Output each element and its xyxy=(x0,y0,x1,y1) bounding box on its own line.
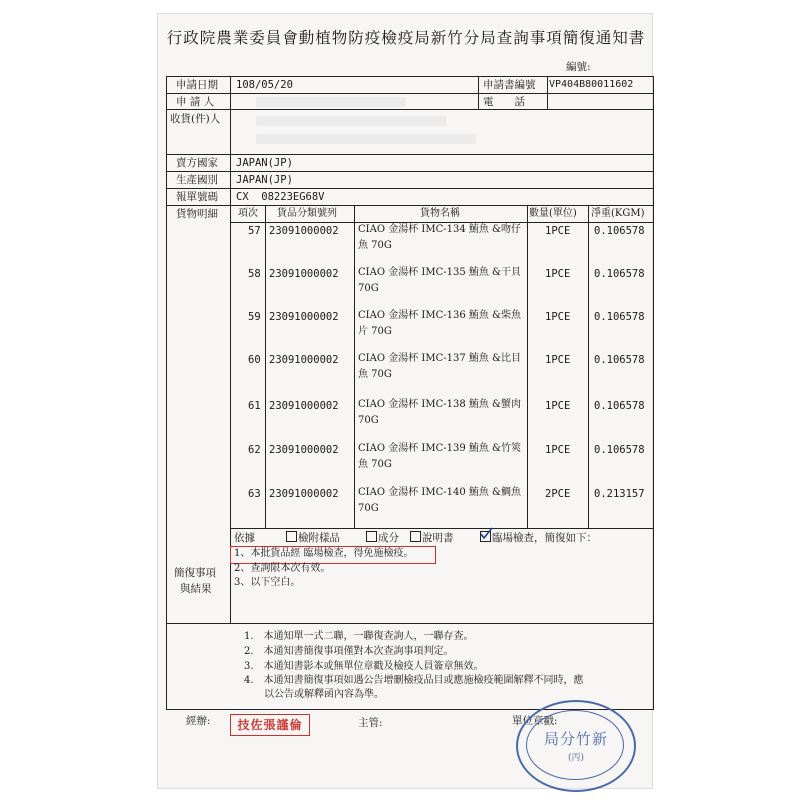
col-header-weight: 淨重(KGM) xyxy=(591,208,645,219)
note-3: 3. 本通知書影本或無單位章戳及檢疫人員簽章無效。 xyxy=(244,661,484,672)
row-name: CIAO 金湯杯 IMC-136 鮪魚 &柴魚片 70G xyxy=(358,310,521,337)
declaration-no-label: 報單號碼 xyxy=(176,191,218,203)
seal-small-text: (丙) xyxy=(567,753,585,763)
option-ingredient-text: 成分 xyxy=(378,532,399,544)
row-code: 23091000002 xyxy=(269,444,339,456)
option-inspection-text: 臨場檢查，簡復如下： xyxy=(492,532,597,544)
checkbox-inspection-checked xyxy=(480,531,491,542)
option-sample xyxy=(286,531,340,545)
seal-center-text: 局分竹新 xyxy=(543,730,608,748)
note-4: 4. 本通知書簡復事項如遇公告增刪檢疫品目或應施檢疫範圍解釋不同時，應 xyxy=(244,675,584,686)
phone-label: 電 話 xyxy=(483,96,525,108)
supervisor-label: 主管: xyxy=(358,717,383,729)
row-weight: 0.213157 xyxy=(594,488,645,500)
option-ingredient xyxy=(366,531,399,545)
col-header-no: 項次 xyxy=(238,208,258,219)
rule xyxy=(354,205,355,528)
reply-item-1: 1、本批貨品經 臨場檢查，得免施檢疫。 xyxy=(234,548,414,559)
row-name: CIAO 金湯杯 IMC-135 鮪魚 &干貝 70G xyxy=(358,267,521,294)
row-name: CIAO 金湯杯 IMC-139 鮪魚 &竹筴魚 70G xyxy=(358,443,521,470)
row-weight: 0.106578 xyxy=(594,225,645,237)
consignee-label: 收貨(件)人 xyxy=(170,113,221,125)
row-weight: 0.106578 xyxy=(594,311,645,323)
document-title: 行政院農業委員會動植物防疫檢疫局新竹分局查詢事項簡復通知書 xyxy=(166,29,646,47)
row-qty: 1PCE xyxy=(545,311,571,323)
redacted-field xyxy=(256,116,446,126)
rule xyxy=(230,528,653,529)
checkbox-manual xyxy=(410,531,421,542)
handler-stamp: 技佐張謹倫 xyxy=(230,714,310,736)
row-qty: 1PCE xyxy=(545,444,571,456)
col-header-qty: 數量(單位) xyxy=(529,208,577,219)
redacted-field xyxy=(256,97,406,107)
row-weight: 0.106578 xyxy=(594,268,645,280)
application-date-value: 108/05/20 xyxy=(236,79,293,91)
row-qty: 1PCE xyxy=(545,268,571,280)
col-header-name: 貨物名稱 xyxy=(420,208,460,219)
application-date-label: 申請日期 xyxy=(176,79,218,91)
option-manual xyxy=(410,531,454,545)
row-no: 59 xyxy=(248,311,261,323)
note-2: 2. 本通知書簡復事項僅對本次查詢事項判定。 xyxy=(244,646,454,657)
rule xyxy=(547,76,548,109)
row-no: 61 xyxy=(248,400,261,412)
basis-label: 依據 xyxy=(234,532,255,544)
unit-stamp-label: 單位章戳: xyxy=(512,715,558,727)
row-qty: 1PCE xyxy=(545,225,571,237)
reply-item-3: 3、以下空白。 xyxy=(234,577,301,588)
row-no: 63 xyxy=(248,488,261,500)
row-qty: 2PCE xyxy=(545,488,571,500)
rule xyxy=(588,205,589,528)
row-code: 23091000002 xyxy=(269,225,339,237)
rule xyxy=(166,93,653,94)
applicant-label: 申 請 人 xyxy=(176,96,215,108)
option-inspection xyxy=(480,531,597,545)
row-weight: 0.106578 xyxy=(594,354,645,366)
col-header-code: 貨品分類號列 xyxy=(277,208,337,219)
rule xyxy=(166,205,653,206)
checkmark-icon xyxy=(479,527,493,541)
declaration-no-value: CX 08223EG68V xyxy=(236,191,325,203)
application-no-value: VP404B80011602 xyxy=(549,79,634,90)
rule xyxy=(478,76,479,109)
official-seal xyxy=(516,700,636,792)
row-qty: 1PCE xyxy=(545,354,571,366)
handler-label: 經辦: xyxy=(186,715,211,727)
rule xyxy=(166,171,653,172)
row-name: CIAO 金湯杯 IMC-138 鮪魚 &蟹肉 70G xyxy=(358,399,521,426)
checkbox-sample xyxy=(286,531,297,542)
application-no-label: 申請書編號 xyxy=(483,79,536,91)
rule xyxy=(166,109,653,110)
option-manual-text: 說明書 xyxy=(422,532,454,544)
rule xyxy=(230,76,231,623)
row-code: 23091000002 xyxy=(269,311,339,323)
reply-section-label: 簡復事項 xyxy=(174,567,216,579)
rule xyxy=(166,623,653,624)
seller-country-value: JAPAN(JP) xyxy=(236,157,293,169)
row-code: 23091000002 xyxy=(269,488,339,500)
rule xyxy=(265,205,266,528)
note-5: 以公告或解釋函內容為準。 xyxy=(244,689,384,700)
option-sample-text: 檢附樣品 xyxy=(298,532,340,544)
row-name: CIAO 金湯杯 IMC-137 鮪魚 &比目魚 70G xyxy=(358,353,521,380)
rule xyxy=(166,154,653,155)
note-1: 1. 本通知單一式二聯，一聯復查詢人，一聯存查。 xyxy=(244,631,474,642)
row-name: CIAO 金湯杯 IMC-140 鮪魚 &鯛魚 70G xyxy=(358,487,521,514)
redacted-field xyxy=(256,134,476,144)
row-code: 23091000002 xyxy=(269,354,339,366)
rule xyxy=(166,188,653,189)
row-weight: 0.106578 xyxy=(594,400,645,412)
row-name: CIAO 金湯杯 IMC-134 鮪魚 &吻仔魚 70G xyxy=(358,224,521,251)
row-code: 23091000002 xyxy=(269,400,339,412)
serial-label: 編號: xyxy=(566,61,591,73)
seller-country-label: 賣方國家 xyxy=(176,157,218,169)
row-no: 60 xyxy=(248,354,261,366)
reply-section-label-2: 與結果 xyxy=(180,583,212,595)
row-no: 57 xyxy=(248,225,261,237)
goods-label: 貨物明細 xyxy=(176,208,218,220)
origin-value: JAPAN(JP) xyxy=(236,174,293,186)
row-no: 62 xyxy=(248,444,261,456)
row-qty: 1PCE xyxy=(545,400,571,412)
origin-label: 生產國別 xyxy=(176,174,218,186)
row-code: 23091000002 xyxy=(269,268,339,280)
row-no: 58 xyxy=(248,268,261,280)
checkbox-ingredient xyxy=(366,531,377,542)
reply-item-2: 2、查詢限本次有效。 xyxy=(234,563,331,574)
row-weight: 0.106578 xyxy=(594,444,645,456)
